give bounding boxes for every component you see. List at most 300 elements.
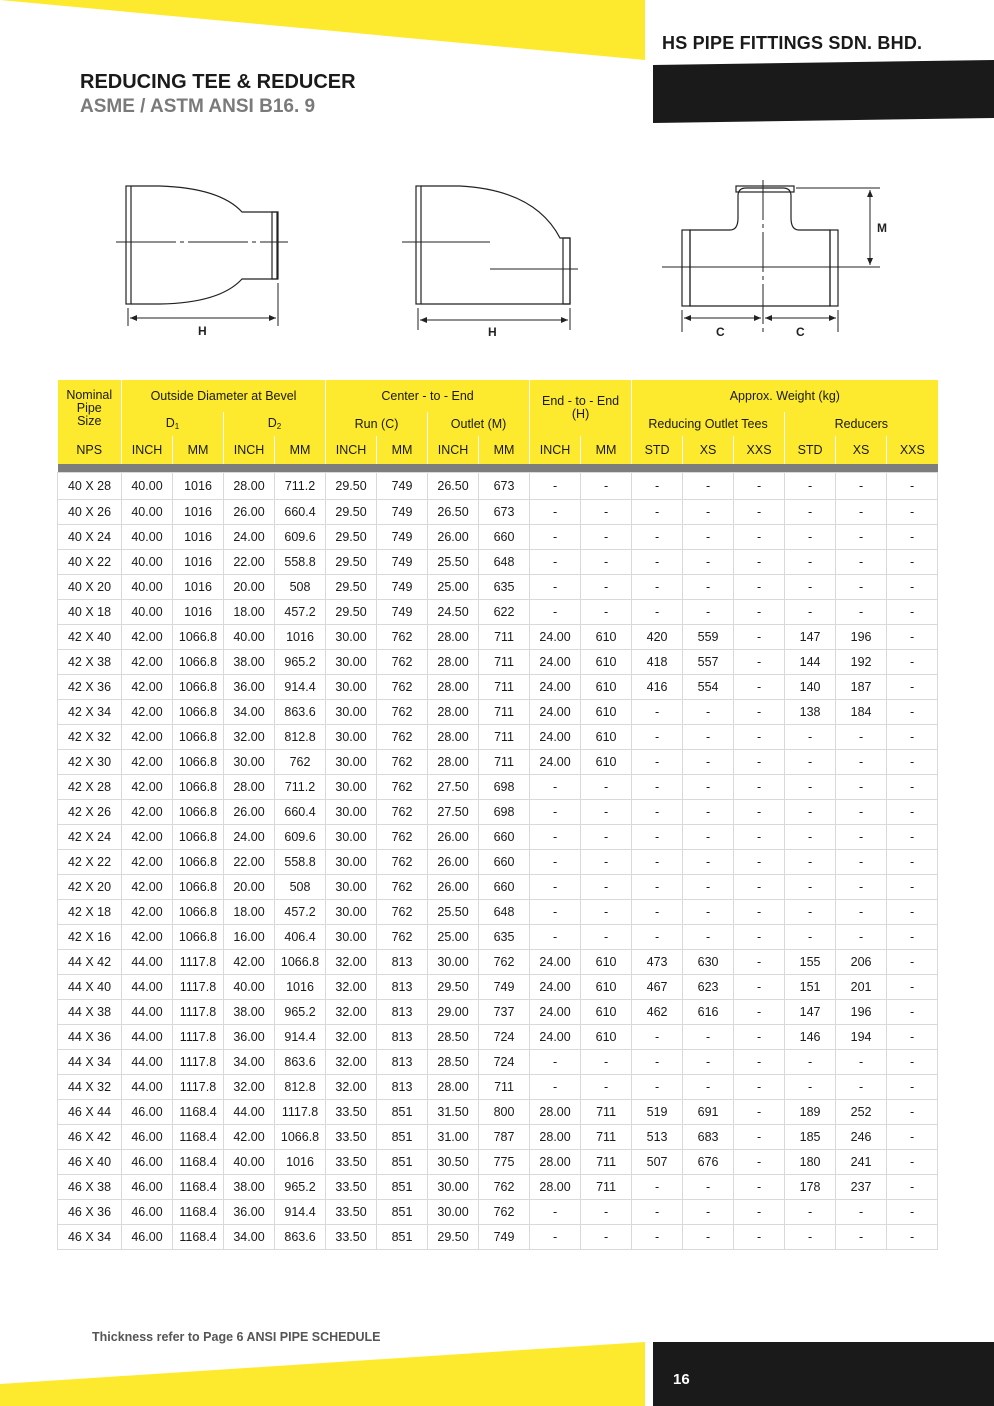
table-cell: 184 — [836, 700, 887, 725]
table-cell: - — [581, 925, 632, 950]
table-cell: 813 — [377, 1025, 428, 1050]
table-cell: - — [632, 800, 683, 825]
table-cell: 241 — [836, 1150, 887, 1175]
header-unit-15: XS — [836, 436, 887, 464]
table-row — [58, 1100, 938, 1125]
table-cell: 749 — [377, 600, 428, 625]
table-cell: 38.00 — [224, 1000, 275, 1025]
table-cell: - — [887, 850, 938, 875]
table-cell: 38.00 — [224, 650, 275, 675]
table-cell: 33.50 — [326, 1225, 377, 1250]
table-cell: - — [887, 625, 938, 650]
table-cell: - — [836, 825, 887, 850]
table-cell: 24.00 — [530, 650, 581, 675]
table-cell: 201 — [836, 975, 887, 1000]
table-cell: 42.00 — [122, 875, 173, 900]
table-cell: - — [632, 1025, 683, 1050]
table-cell: 24.00 — [530, 950, 581, 975]
table-cell: - — [530, 850, 581, 875]
table-row — [58, 1025, 938, 1050]
table-cell: 1066.8 — [173, 850, 224, 875]
table-cell: 42.00 — [122, 900, 173, 925]
table-cell: 1066.8 — [173, 675, 224, 700]
table-cell: 1066.8 — [173, 775, 224, 800]
table-cell: - — [887, 700, 938, 725]
table-cell: 44.00 — [224, 1100, 275, 1125]
table-cell: 863.6 — [275, 700, 326, 725]
table-cell: 30.00 — [326, 750, 377, 775]
table-cell: 32.00 — [326, 1025, 377, 1050]
table-cell: 196 — [836, 1000, 887, 1025]
table-cell: 46 X 34 — [58, 1225, 122, 1250]
table-cell: - — [581, 1225, 632, 1250]
table-cell: 144 — [785, 650, 836, 675]
table-cell: - — [836, 473, 887, 500]
table-cell: 1016 — [173, 575, 224, 600]
table-cell: 26.00 — [224, 500, 275, 525]
table-cell: 27.50 — [428, 800, 479, 825]
table-cell: 178 — [785, 1175, 836, 1200]
table-cell: - — [734, 473, 785, 500]
table-cell: 30.00 — [326, 875, 377, 900]
table-cell: 420 — [632, 625, 683, 650]
table-cell: - — [530, 1050, 581, 1075]
table-cell: 40.00 — [122, 473, 173, 500]
concentric-reducer-drawing — [116, 186, 288, 338]
header-d1-letter: D — [165, 416, 175, 430]
table-cell: 31.00 — [428, 1125, 479, 1150]
header-d1 — [122, 412, 224, 436]
table-cell: 28.00 — [428, 625, 479, 650]
table-cell: 813 — [377, 975, 428, 1000]
table-cell: 812.8 — [275, 1075, 326, 1100]
table-cell: - — [836, 925, 887, 950]
table-cell: 28.00 — [428, 650, 479, 675]
table-cell: 38.00 — [224, 1175, 275, 1200]
table-cell: - — [530, 900, 581, 925]
table-cell: 155 — [785, 950, 836, 975]
table-cell: 1016 — [275, 975, 326, 1000]
table-cell: 24.00 — [530, 675, 581, 700]
table-cell: 610 — [581, 650, 632, 675]
table-cell: 46.00 — [122, 1125, 173, 1150]
table-cell: 711 — [581, 1175, 632, 1200]
table-cell: 42.00 — [122, 650, 173, 675]
table-cell: - — [632, 1175, 683, 1200]
table-cell: 406.4 — [275, 925, 326, 950]
table-cell: 46.00 — [122, 1150, 173, 1175]
table-cell: 1016 — [275, 625, 326, 650]
table-cell: 16.00 — [224, 925, 275, 950]
table-row — [58, 775, 938, 800]
table-cell: 418 — [632, 650, 683, 675]
table-cell: 749 — [377, 500, 428, 525]
table-cell: 40 X 18 — [58, 600, 122, 625]
table-cell: 28.00 — [530, 1150, 581, 1175]
table-cell: 42.00 — [122, 725, 173, 750]
table-cell: 33.50 — [326, 1100, 377, 1125]
table-cell: - — [785, 575, 836, 600]
table-cell: 42.00 — [224, 950, 275, 975]
table-cell: - — [683, 825, 734, 850]
header-center-to-end: Center - to - End — [326, 380, 530, 412]
table-cell: 1066.8 — [173, 900, 224, 925]
table-cell: - — [887, 875, 938, 900]
table-cell: 1066.8 — [173, 800, 224, 825]
table-cell: - — [836, 1075, 887, 1100]
table-cell: 44 X 32 — [58, 1075, 122, 1100]
table-cell: - — [683, 900, 734, 925]
table-cell: 1066.8 — [173, 725, 224, 750]
table-cell: 44.00 — [122, 1025, 173, 1050]
header-unit-8: MM — [479, 436, 530, 464]
table-cell: - — [683, 473, 734, 500]
table-cell: 32.00 — [326, 975, 377, 1000]
header-unit-6: MM — [377, 436, 428, 464]
table-cell: 140 — [785, 675, 836, 700]
table-cell: - — [581, 550, 632, 575]
table-cell: 40.00 — [122, 550, 173, 575]
table-cell: 749 — [479, 975, 530, 1000]
table-cell: - — [683, 725, 734, 750]
table-cell: 20.00 — [224, 575, 275, 600]
table-cell: 44.00 — [122, 975, 173, 1000]
table-cell: 33.50 — [326, 1125, 377, 1150]
table-cell: 1168.4 — [173, 1125, 224, 1150]
table-cell: 44 X 38 — [58, 1000, 122, 1025]
table-cell: - — [683, 1050, 734, 1075]
table-cell: 762 — [479, 950, 530, 975]
header-unit-0: NPS — [58, 436, 122, 464]
table-cell: - — [836, 900, 887, 925]
table-cell: 508 — [275, 875, 326, 900]
table-cell: - — [887, 975, 938, 1000]
table-cell: - — [887, 575, 938, 600]
table-cell: - — [734, 950, 785, 975]
table-row — [58, 675, 938, 700]
table-row — [58, 600, 938, 625]
table-cell: 762 — [377, 850, 428, 875]
table-cell: 28.00 — [428, 1075, 479, 1100]
table-cell: 44 X 42 — [58, 950, 122, 975]
table-cell: 30.00 — [326, 675, 377, 700]
table-cell: 610 — [581, 750, 632, 775]
table-cell: - — [887, 1150, 938, 1175]
table-cell: - — [887, 1000, 938, 1025]
table-cell: 32.00 — [326, 950, 377, 975]
table-cell: - — [836, 1050, 887, 1075]
table-cell: 28.00 — [530, 1100, 581, 1125]
table-cell: - — [734, 725, 785, 750]
table-cell: - — [683, 500, 734, 525]
table-cell: - — [632, 600, 683, 625]
table-cell: - — [734, 575, 785, 600]
table-cell: - — [632, 850, 683, 875]
table-cell: - — [632, 1075, 683, 1100]
table-cell: 24.00 — [530, 625, 581, 650]
table-cell: 44.00 — [122, 1075, 173, 1100]
table-cell: 30.00 — [326, 925, 377, 950]
table-cell: 673 — [479, 500, 530, 525]
table-cell: - — [734, 825, 785, 850]
table-cell: 42 X 24 — [58, 825, 122, 850]
table-cell: 30.00 — [326, 825, 377, 850]
table-row — [58, 725, 938, 750]
header-outlet: Outlet (M) — [428, 412, 530, 436]
table-cell: 557 — [683, 650, 734, 675]
table-cell: - — [785, 800, 836, 825]
table-cell: 457.2 — [275, 600, 326, 625]
table-cell: 206 — [836, 950, 887, 975]
table-cell: 30.00 — [428, 1175, 479, 1200]
header-reducers: Reducers — [785, 412, 938, 436]
table-cell: - — [836, 575, 887, 600]
table-cell: - — [734, 1025, 785, 1050]
table-cell: 196 — [836, 625, 887, 650]
table-cell: 40 X 22 — [58, 550, 122, 575]
table-cell: 762 — [377, 900, 428, 925]
table-cell: - — [887, 525, 938, 550]
table-cell: 46 X 42 — [58, 1125, 122, 1150]
table-cell: 660.4 — [275, 800, 326, 825]
table-cell: 24.00 — [530, 975, 581, 1000]
table-cell: 42 X 32 — [58, 725, 122, 750]
table-cell: 44 X 34 — [58, 1050, 122, 1075]
table-cell: 851 — [377, 1150, 428, 1175]
table-cell: 660 — [479, 875, 530, 900]
table-cell: 29.50 — [428, 1225, 479, 1250]
table-cell: - — [683, 775, 734, 800]
table-cell: 559 — [683, 625, 734, 650]
table-cell: 33.50 — [326, 1175, 377, 1200]
table-cell: 40 X 24 — [58, 525, 122, 550]
table-cell: - — [530, 1075, 581, 1100]
table-cell: - — [887, 825, 938, 850]
table-cell: - — [887, 1200, 938, 1225]
table-cell: - — [887, 1175, 938, 1200]
table-cell: 34.00 — [224, 700, 275, 725]
table-cell: - — [734, 1075, 785, 1100]
header-end-to-end-sub: (H) — [571, 407, 590, 421]
table-cell: - — [632, 725, 683, 750]
table-cell: 42 X 28 — [58, 775, 122, 800]
table-cell: 648 — [479, 900, 530, 925]
header-approx-weight: Approx. Weight (kg) — [632, 380, 938, 412]
table-cell: 194 — [836, 1025, 887, 1050]
table-cell: 28.00 — [428, 675, 479, 700]
table-cell: 30.00 — [326, 900, 377, 925]
table-cell: - — [785, 1050, 836, 1075]
table-cell: 467 — [632, 975, 683, 1000]
table-cell: - — [581, 850, 632, 875]
tee-m-label: M — [877, 221, 887, 235]
table-cell: - — [734, 1200, 785, 1225]
table-cell: - — [785, 825, 836, 850]
table-row — [58, 525, 938, 550]
table-cell: 25.50 — [428, 550, 479, 575]
table-cell: 1168.4 — [173, 1100, 224, 1125]
table-cell: - — [785, 850, 836, 875]
table-cell: 29.50 — [326, 473, 377, 500]
table-cell: - — [785, 875, 836, 900]
table-cell: - — [632, 700, 683, 725]
table-cell: 25.00 — [428, 575, 479, 600]
table-cell: 42 X 30 — [58, 750, 122, 775]
table-cell: 28.00 — [428, 700, 479, 725]
table-cell: 762 — [377, 750, 428, 775]
table-cell: 1066.8 — [173, 700, 224, 725]
table-cell: 24.00 — [224, 525, 275, 550]
table-cell: - — [734, 975, 785, 1000]
table-cell: - — [581, 500, 632, 525]
table-cell: 673 — [479, 473, 530, 500]
table-cell: - — [683, 600, 734, 625]
table-cell: 676 — [683, 1150, 734, 1175]
table-cell: 42.00 — [224, 1125, 275, 1150]
table-cell: 42 X 16 — [58, 925, 122, 950]
table-cell: 416 — [632, 675, 683, 700]
table-cell: - — [887, 1125, 938, 1150]
table-cell: - — [836, 750, 887, 775]
table-cell: 26.00 — [428, 875, 479, 900]
header-d2 — [224, 412, 326, 436]
tee-c-left-label: C — [716, 325, 725, 339]
table-cell: - — [734, 1125, 785, 1150]
table-cell: 29.50 — [326, 525, 377, 550]
table-cell: - — [734, 900, 785, 925]
table-cell: - — [785, 1075, 836, 1100]
table-cell: - — [683, 1025, 734, 1050]
table-cell: 711 — [479, 1075, 530, 1100]
table-cell: - — [632, 473, 683, 500]
table-cell: - — [785, 900, 836, 925]
table-cell: 32.00 — [224, 725, 275, 750]
table-cell: - — [887, 925, 938, 950]
table-cell: - — [581, 600, 632, 625]
table-cell: 610 — [581, 1025, 632, 1050]
header-unit-11: STD — [632, 436, 683, 464]
header-unit-12: XS — [683, 436, 734, 464]
table-cell: 473 — [632, 950, 683, 975]
table-cell: 711 — [581, 1150, 632, 1175]
table-cell: - — [632, 550, 683, 575]
bottom-dark-band — [653, 1342, 994, 1406]
table-cell: - — [581, 825, 632, 850]
table-cell: 33.50 — [326, 1150, 377, 1175]
table-cell: 462 — [632, 1000, 683, 1025]
table-cell: 26.00 — [428, 850, 479, 875]
table-cell: 180 — [785, 1150, 836, 1175]
table-cell: 30.00 — [326, 775, 377, 800]
table-cell: - — [683, 1075, 734, 1100]
table-cell: 42.00 — [122, 625, 173, 650]
table-cell: 46.00 — [122, 1175, 173, 1200]
table-cell: 44 X 40 — [58, 975, 122, 1000]
table-cell: 1016 — [173, 600, 224, 625]
table-cell: - — [887, 900, 938, 925]
table-cell: 851 — [377, 1200, 428, 1225]
table-cell: 28.50 — [428, 1025, 479, 1050]
table-cell: 711.2 — [275, 473, 326, 500]
header-unit-14: STD — [785, 436, 836, 464]
table-cell: 1016 — [173, 500, 224, 525]
table-row — [58, 1175, 938, 1200]
table-cell: 851 — [377, 1100, 428, 1125]
table-cell: 610 — [581, 950, 632, 975]
table-cell: 42 X 36 — [58, 675, 122, 700]
table-cell: 44 X 36 — [58, 1025, 122, 1050]
dimension-table — [57, 380, 938, 1250]
table-cell: 1016 — [275, 1150, 326, 1175]
table-cell: - — [683, 700, 734, 725]
table-cell: 914.4 — [275, 1025, 326, 1050]
table-cell: 762 — [377, 925, 428, 950]
table-cell: 42 X 38 — [58, 650, 122, 675]
table-cell: - — [530, 800, 581, 825]
table-cell: - — [734, 500, 785, 525]
table-cell: 42 X 34 — [58, 700, 122, 725]
table-cell: 863.6 — [275, 1050, 326, 1075]
table-cell: 42 X 20 — [58, 875, 122, 900]
page-title: REDUCING TEE & REDUCER — [80, 71, 356, 93]
table-cell: 28.00 — [224, 775, 275, 800]
table-cell: 749 — [479, 1225, 530, 1250]
header-unit-7: INCH — [428, 436, 479, 464]
table-cell: 29.50 — [428, 975, 479, 1000]
table-cell: - — [734, 550, 785, 575]
table-cell: 44.00 — [122, 1050, 173, 1075]
table-cell: - — [581, 1050, 632, 1075]
table-cell: - — [581, 775, 632, 800]
table-cell: - — [836, 525, 887, 550]
table-cell: 762 — [377, 775, 428, 800]
table-cell: 711 — [479, 650, 530, 675]
table-cell: 24.00 — [530, 750, 581, 775]
table-cell: 762 — [377, 875, 428, 900]
table-cell: - — [887, 1050, 938, 1075]
table-cell: - — [581, 525, 632, 550]
header-unit-10: MM — [581, 436, 632, 464]
table-row — [58, 850, 938, 875]
table-cell: - — [530, 825, 581, 850]
table-cell: - — [836, 1200, 887, 1225]
table-cell: 25.50 — [428, 900, 479, 925]
table-cell: - — [530, 575, 581, 600]
table-cell: 42.00 — [122, 800, 173, 825]
table-cell: - — [632, 575, 683, 600]
header-d1-sub: 1 — [174, 422, 180, 431]
header-unit-3: INCH — [224, 436, 275, 464]
table-cell: 1066.8 — [275, 950, 326, 975]
table-cell: - — [785, 750, 836, 775]
header-end-to-end-label: End - to - End — [542, 394, 620, 408]
table-cell: 40.00 — [224, 625, 275, 650]
table-cell: 1066.8 — [173, 825, 224, 850]
table-cell: - — [632, 1225, 683, 1250]
table-cell: - — [530, 875, 581, 900]
table-cell: 914.4 — [275, 675, 326, 700]
table-cell: 610 — [581, 725, 632, 750]
table-cell: 26.50 — [428, 500, 479, 525]
table-cell: 749 — [377, 550, 428, 575]
table-cell: - — [887, 650, 938, 675]
table-row — [58, 1075, 938, 1100]
table-cell: 24.00 — [224, 825, 275, 850]
header-unit-1: INCH — [122, 436, 173, 464]
table-cell: 724 — [479, 1025, 530, 1050]
table-cell: - — [836, 600, 887, 625]
table-cell: - — [734, 750, 785, 775]
